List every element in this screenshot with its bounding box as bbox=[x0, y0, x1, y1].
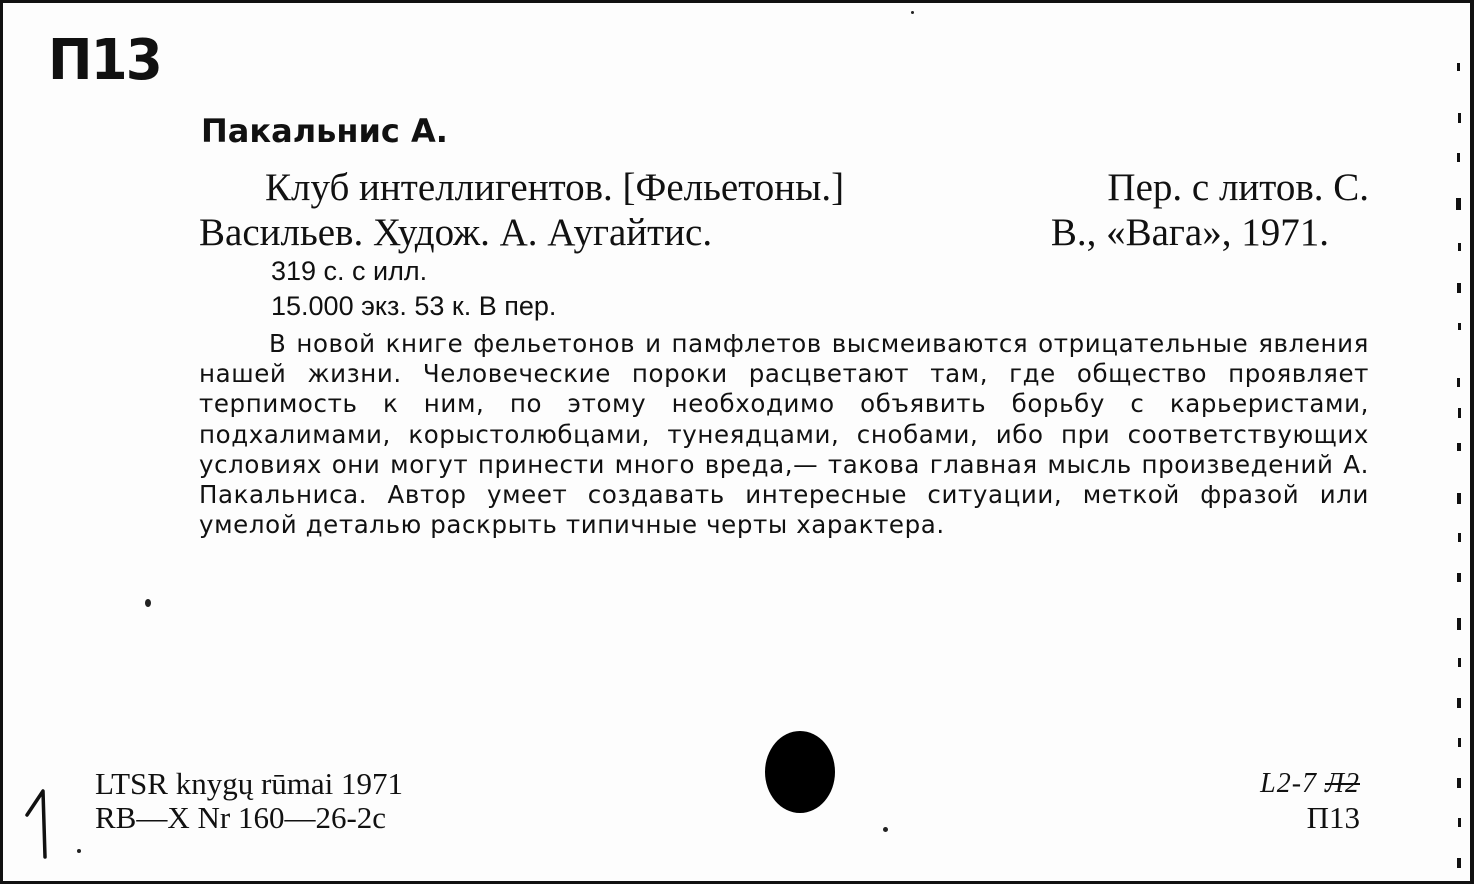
ink-speck bbox=[145, 599, 151, 607]
shelf-code-hand-text: L2-7 bbox=[1260, 768, 1318, 799]
copies-price: 15.000 экз. 53 к. В пер. bbox=[271, 291, 557, 321]
handwritten-one-mark bbox=[21, 785, 61, 859]
annotation-text: В новой книге фельетонов и памфлетов высмеиваются отрицательные явления нашей жизни. Человеческие пороки расцветают там, где общество проявляет терпимость к ним, по этому необходимо объявить борьбу с карьеристами, подхалимами, корыстолюбцами, тунеядцами, снобами, ибо при соответствующих условиях они могут принести много вреда,— такова главная мысль произведений А. Пакальниса. Автор умеет создавать интересные ситуации, меткой фразой или умелой деталью раскрыть типичные черты характера. bbox=[199, 329, 1369, 540]
illustrator-text: Васильев. Худож. А. Аугайтис. bbox=[199, 211, 713, 254]
shelf-code-struck-text: Л2 bbox=[1325, 768, 1360, 799]
footer-imprint bbox=[95, 767, 403, 835]
ink-speck bbox=[883, 827, 888, 832]
handwritten-code: П13 bbox=[47, 28, 161, 93]
author-name: Пакальнис А. bbox=[201, 112, 448, 150]
shelf-code-handwritten bbox=[1260, 767, 1360, 801]
page-count: 319 с. с илл. bbox=[271, 256, 428, 286]
shelf-code-printed: П13 bbox=[1306, 800, 1360, 835]
publisher-text: В., «Вага», 1971. bbox=[1050, 211, 1329, 254]
translator-text: Пер. с литов. С. bbox=[1107, 166, 1369, 209]
ink-speck bbox=[77, 849, 81, 853]
footer-line-1: LTSR knygų rūmai 1971 bbox=[95, 766, 404, 801]
ink-speck bbox=[911, 11, 914, 14]
shelf-code bbox=[1260, 767, 1360, 835]
footer-line-2: RB—X Nr 160—26-2c bbox=[95, 800, 387, 835]
punch-hole-dot bbox=[765, 731, 835, 813]
right-edge-marks bbox=[1454, 3, 1464, 884]
title-text: Клуб интеллигентов. [Фельетоны.] bbox=[265, 166, 845, 209]
